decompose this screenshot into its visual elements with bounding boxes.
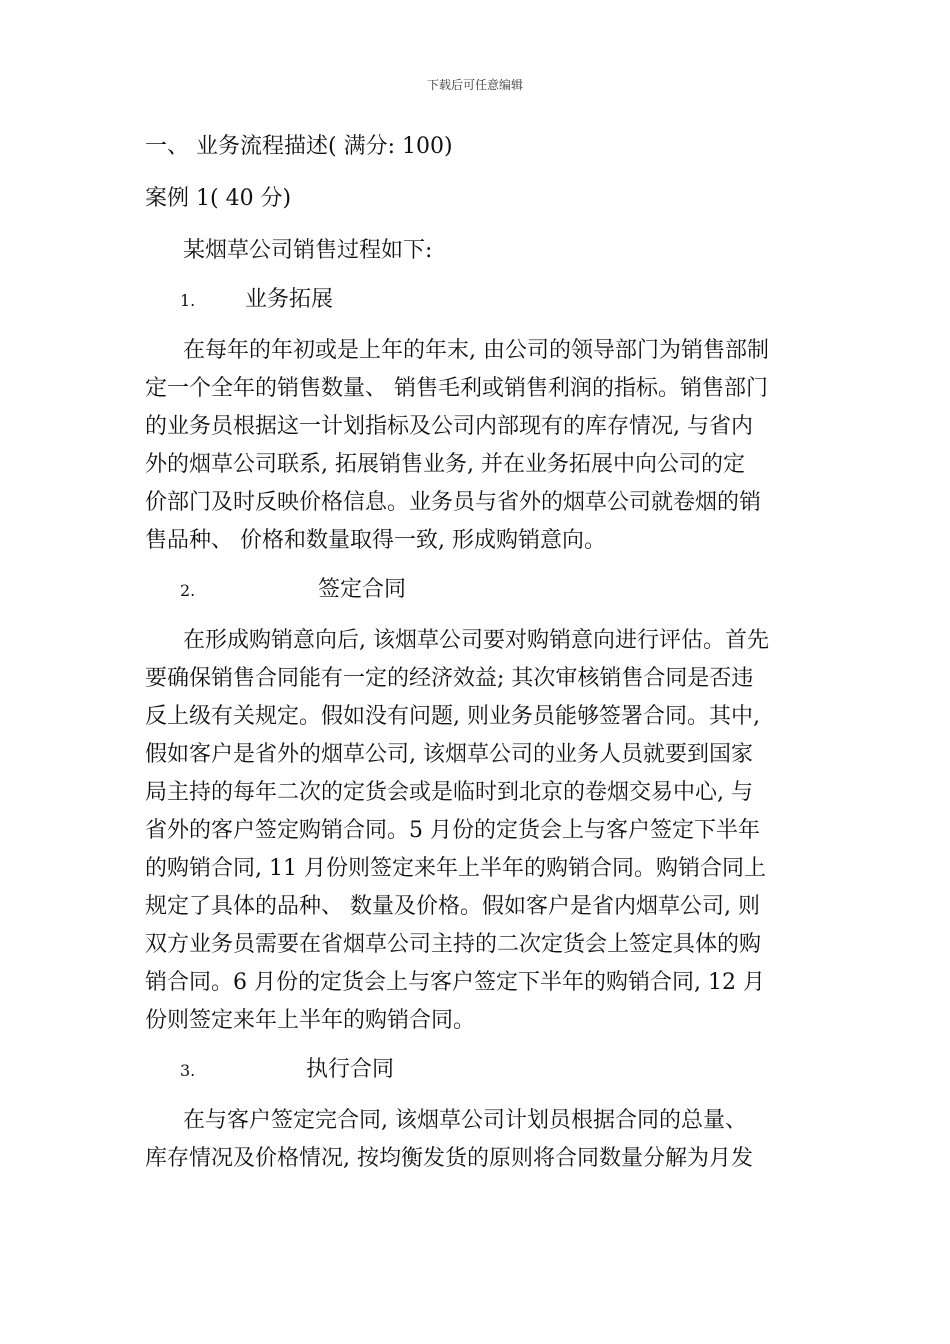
- paragraph-line: 外的烟草公司联系, 拓展销售业务, 并在业务拓展中向公司的定: [145, 452, 745, 477]
- step-paragraph-3: [145, 1102, 815, 1178]
- section-title: 一、 业务流程描述( 满分: 100): [145, 134, 453, 159]
- paragraph-line: 在与客户签定完合同, 该烟草公司计划员根据合同的总量、: [183, 1108, 747, 1133]
- paragraph-line: 的业务员根据这一计划指标及公司内部现有的库存情况, 与省内: [145, 414, 753, 439]
- paragraph-line: 省外的客户签定购销合同。5 月份的定货会上与客户签定下半年: [145, 818, 760, 843]
- step-title: 业务拓展: [245, 287, 334, 312]
- paragraph-line: 双方业务员需要在省烟草公司主持的二次定货会上签定具体的购: [145, 932, 762, 957]
- paragraph-line: 销合同。6 月份的定货会上与客户签定下半年的购销合同, 12 月: [145, 970, 765, 995]
- step-heading-2: 2. 签定合同: [145, 572, 815, 610]
- paragraph-line: 假如客户是省外的烟草公司, 该烟草公司的业务人员就要到国家: [145, 742, 753, 767]
- case-title: 案例 1( 40 分): [145, 186, 292, 211]
- step-title: 签定合同: [318, 577, 407, 602]
- step-heading-3: 3. 执行合同: [145, 1052, 815, 1090]
- paragraph-line: 价部门及时反映价格信息。业务员与省外的烟草公司就卷烟的销: [145, 490, 762, 515]
- document-body: [145, 128, 815, 1190]
- paragraph-line: 的购销合同, 11 月份则签定来年上半年的购销合同。购销合同上: [145, 856, 766, 881]
- paragraph-line: 局主持的每年二次的定货会或是临时到北京的卷烟交易中心, 与: [145, 780, 753, 805]
- step-title: 执行合同: [306, 1057, 395, 1082]
- paragraph-line: 库存情况及价格情况, 按均衡发货的原则将合同数量分解为月发: [145, 1146, 753, 1171]
- paragraph-line: 要确保销售合同能有一定的经济效益; 其次审核销售合同是否违: [145, 666, 754, 691]
- paragraph-line: 售品种、 价格和数量取得一致, 形成购销意向。: [145, 528, 606, 553]
- paragraph-line: 份则签定来年上半年的购销合同。: [145, 1008, 476, 1033]
- step-paragraph-1: [145, 332, 815, 560]
- page-header: 下载后可任意编辑: [426, 78, 523, 92]
- step-heading-1: 1. 业务拓展: [145, 282, 815, 320]
- intro-text: 某烟草公司销售过程如下:: [183, 238, 433, 263]
- paragraph-line: 反上级有关规定。假如没有问题, 则业务员能够签署合同。其中,: [145, 704, 760, 729]
- step-paragraph-2: [145, 622, 815, 1040]
- paragraph-line: 定一个全年的销售数量、 销售毛利或销售利润的指标。销售部门: [145, 376, 768, 401]
- paragraph-line: 在形成购销意向后, 该烟草公司要对购销意向进行评估。首先: [183, 628, 769, 653]
- paragraph-line: 规定了具体的品种、 数量及价格。假如客户是省内烟草公司, 则: [145, 894, 760, 919]
- paragraph-line: 在每年的年初或是上年的年末, 由公司的领导部门为销售部制: [183, 338, 769, 363]
